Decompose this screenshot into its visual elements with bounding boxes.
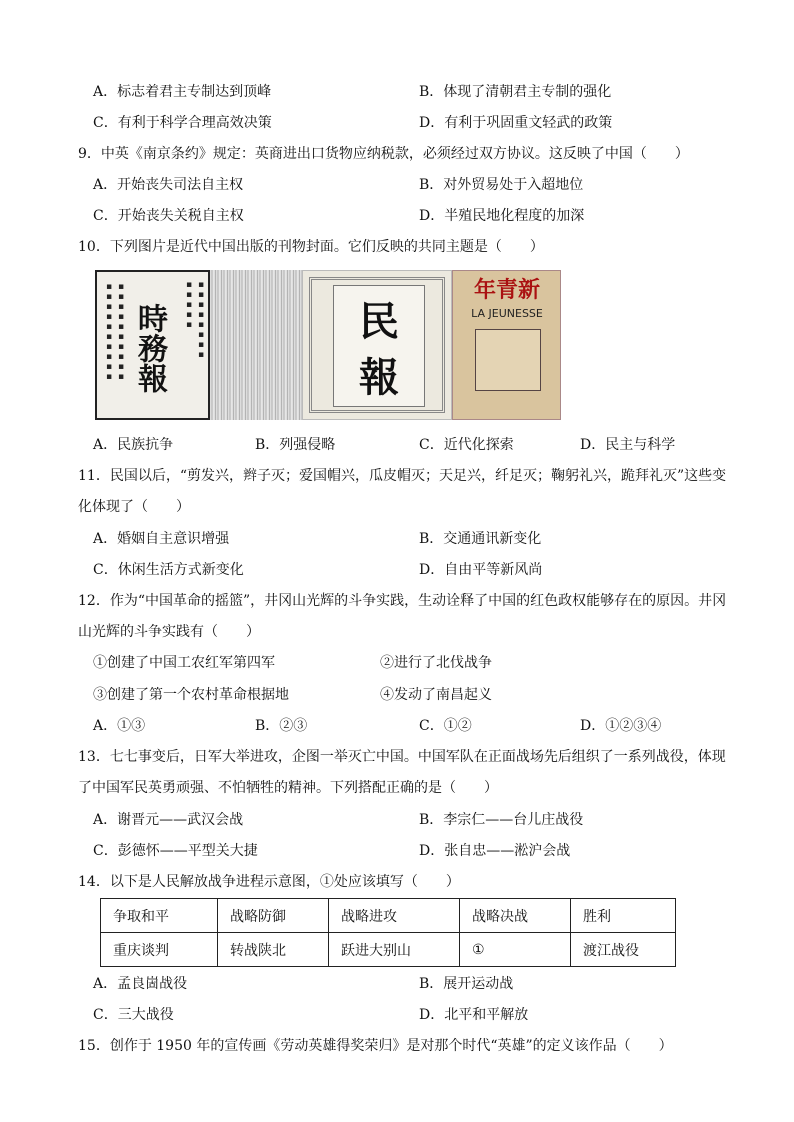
q13-option-b[interactable]: B．李宗仁——台儿庄战役 [419, 812, 584, 828]
table-cell: 胜利 [571, 899, 676, 933]
q11-option-d[interactable]: D．自由平等新风尚 [419, 562, 543, 578]
cover-shiwubao-side-text: ▪▪▪▪▪▪▪▪ [196, 280, 206, 360]
q12-statement-4: ④发动了南昌起义 [380, 687, 492, 703]
q12-option-b[interactable]: B．②③ [255, 718, 308, 734]
table-cell: 转战陕北 [218, 933, 329, 967]
table-cell: 渡江战役 [571, 933, 676, 967]
cover-xinqingnian [452, 270, 561, 420]
q13-option-c[interactable]: C．彭德怀——平型关大捷 [93, 843, 258, 859]
q12-option-a[interactable]: A．①③ [93, 718, 146, 734]
q10-option-b[interactable]: B．列强侵略 [255, 437, 336, 453]
q9-option-b[interactable]: B．对外贸易处于入超地位 [419, 177, 584, 193]
q11-stem-line1: 11．民国以后，“剪发兴，辫子灭；爱国帽兴，瓜皮帽灭；天足兴，纤足灭；鞠躬礼兴，跪拜礼灭”这些变 [78, 468, 727, 484]
cover-minbao [302, 270, 452, 420]
q8-option-a[interactable]: A．标志着君主专制达到顶峰 [93, 84, 272, 100]
q13-option-d[interactable]: D．张自忠——淞沪会战 [419, 843, 571, 859]
q9-option-a[interactable]: A．开始丧失司法自主权 [93, 177, 244, 193]
q9-option-d[interactable]: D．半殖民地化程度的加深 [419, 208, 585, 224]
q11-option-c[interactable]: C．休闲生活方式新变化 [93, 562, 244, 578]
table-cell: 战略进攻 [329, 899, 460, 933]
cover-shiwubao-side-text: ▪▪▪▪▪▪▪▪▪▪ [104, 282, 114, 382]
q13-stem-line2: 了中国军民英勇顽强、不怕牺牲的精神。下列搭配正确的是（ ） [78, 780, 498, 796]
cover-shiwubao [95, 270, 210, 420]
q12-option-c[interactable]: C．①② [419, 718, 472, 734]
cover-xinqingnian-contents-box [475, 329, 541, 391]
q10-option-c[interactable]: C．近代化探索 [419, 437, 514, 453]
q8-option-c[interactable]: C．有利于科学合理高效决策 [93, 115, 272, 131]
q15-stem: 15．创作于 1950 年的宣传画《劳动英雄得奖荣归》是对那个时代“英雄”的定义该作品（ ） [78, 1038, 673, 1054]
q8-option-b[interactable]: B．体现了清朝君主专制的强化 [419, 84, 612, 100]
table-cell: 重庆谈判 [101, 933, 218, 967]
q10-stem: 10．下列图片是近代中国出版的刊物封面。它们反映的共同主题是（ ） [78, 239, 544, 255]
cover-shiwubao-side-text: ▪▪▪▪▪▪▪▪▪▪ [116, 282, 126, 382]
cover-minbao-title-2: 報 [359, 354, 399, 401]
q12-stem-line1: 12．作为“中国革命的摇篮”，井冈山光辉的斗争实践，生动诠释了中国的红色政权能够存在的原因。井冈 [78, 593, 727, 609]
q12-statement-1: ①创建了中国工农红军第四军 [93, 655, 275, 671]
table-row [101, 899, 676, 933]
q14-stem: 14．以下是人民解放战争进程示意图，①处应该填写（ ） [78, 874, 460, 890]
q9-stem: 9．中英《南京条约》规定：英商进出口货物应纳税款，必须经过双方协议。这反映了中国（ ） [78, 146, 689, 162]
table-cell: 战略防御 [218, 899, 329, 933]
cover-shiwubao-side-text: ▪▪▪▪▪ [184, 280, 194, 330]
q8-option-d[interactable]: D．有利于巩固重文轻武的政策 [419, 115, 613, 131]
q12-statement-3: ③创建了第一个农村革命根据地 [93, 687, 289, 703]
q13-stem-line1: 13．七七事变后，日军大举进攻，企图一举灭亡中国。中国军队在正面战场先后组织了一系列战役，体现 [78, 749, 726, 765]
table-cell: 跃进大别山 [329, 933, 460, 967]
q13-option-a[interactable]: A．谢晋元——武汉会战 [93, 812, 244, 828]
cover-shiwubao-title: 時務報 [132, 303, 167, 393]
cover-xinqingnian-title: 年青新 [473, 277, 540, 303]
q12-option-d[interactable]: D．①②③④ [580, 718, 662, 734]
q11-option-a[interactable]: A．婚姻自主意识增强 [93, 531, 230, 547]
q12-statement-2: ②进行了北伐战争 [380, 655, 492, 671]
q14-option-b[interactable]: B．展开运动战 [419, 976, 514, 992]
q11-stem-line2: 化体现了（ ） [78, 499, 190, 515]
q12-stem-line2: 山光辉的斗争实践有（ ） [78, 624, 260, 640]
war-progress-table [100, 898, 676, 967]
q14-option-c[interactable]: C．三大战役 [93, 1007, 174, 1023]
table-cell: 争取和平 [101, 899, 218, 933]
q14-option-a[interactable]: A．孟良崮战役 [93, 976, 188, 992]
q9-option-c[interactable]: C．开始丧失关税自主权 [93, 208, 244, 224]
table-cell: ① [460, 933, 571, 967]
cover-minbao-title-1: 民 [359, 298, 399, 345]
table-cell: 战略决战 [460, 899, 571, 933]
q14-option-d[interactable]: D．北平和平解放 [419, 1007, 529, 1023]
table-row [101, 933, 676, 967]
cover-stacked-pages [210, 270, 302, 420]
magazine-covers-image [95, 270, 561, 420]
q10-option-a[interactable]: A．民族抗争 [93, 437, 174, 453]
q11-option-b[interactable]: B．交通通讯新变化 [419, 531, 542, 547]
q10-option-d[interactable]: D．民主与科学 [580, 437, 676, 453]
cover-xinqingnian-subtitle: LA JEUNESSE [471, 307, 543, 320]
